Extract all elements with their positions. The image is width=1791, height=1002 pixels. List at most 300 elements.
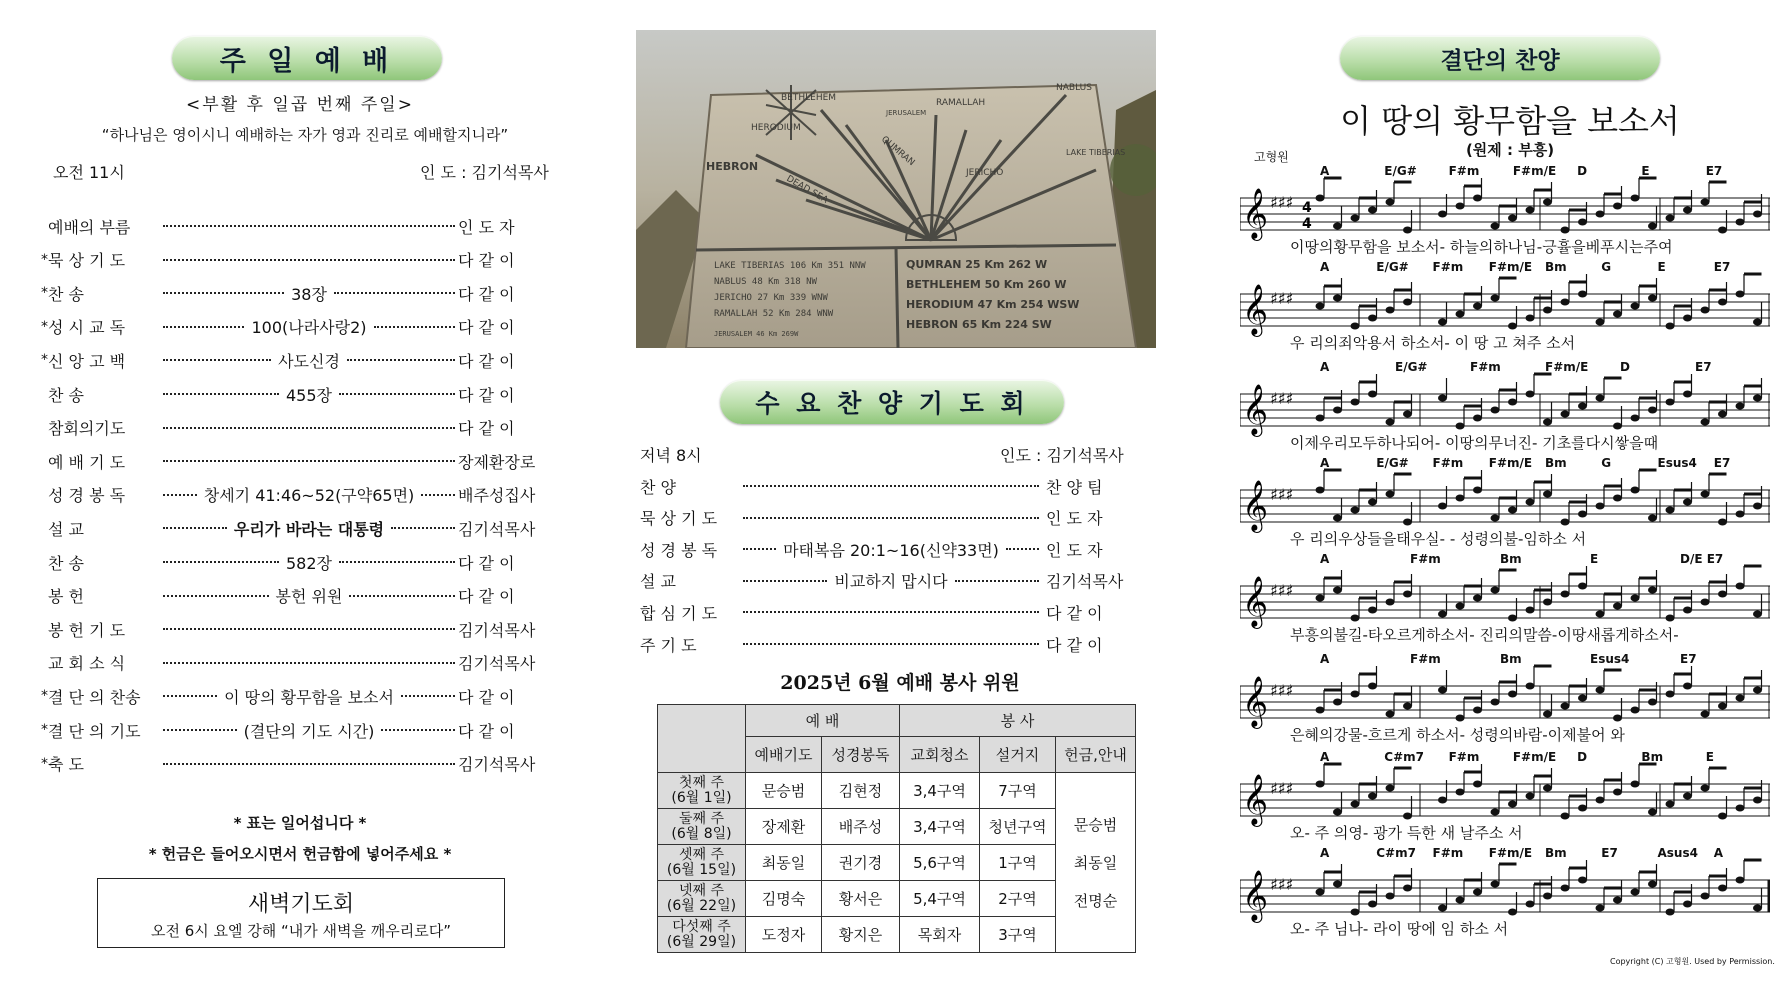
note-icon bbox=[1578, 291, 1587, 298]
worship-order-row bbox=[40, 416, 566, 440]
song-composer: 고형원 bbox=[1254, 150, 1289, 164]
note-icon bbox=[1386, 199, 1395, 206]
chord-label: F#m/E bbox=[1488, 846, 1533, 860]
dawn-prayer-box bbox=[97, 878, 505, 948]
chord-label: F#m bbox=[1448, 750, 1480, 764]
note-icon bbox=[1701, 491, 1710, 498]
chord-label: A bbox=[1320, 164, 1330, 178]
worship-order-row bbox=[40, 617, 566, 641]
note-icon bbox=[1403, 299, 1412, 306]
order-item-leader: 인 도 자 bbox=[1046, 509, 1103, 529]
week-label: 넷째 주 bbox=[678, 882, 725, 899]
note-icon bbox=[1648, 881, 1657, 888]
chord-label: Esus4 bbox=[1590, 652, 1630, 666]
note-icon bbox=[1368, 901, 1377, 908]
chord-label: D bbox=[1620, 360, 1630, 374]
label-jericho: JERICHO bbox=[966, 168, 1004, 178]
note-icon bbox=[1666, 801, 1675, 808]
stand-mark: * bbox=[41, 688, 48, 705]
note-icon bbox=[1333, 407, 1342, 414]
order-item-leader: 다 같 이 bbox=[458, 251, 515, 271]
order-item-leader: 인 도 자 bbox=[1046, 540, 1103, 560]
chord-label: A bbox=[1320, 552, 1330, 566]
note-icon bbox=[1561, 591, 1570, 598]
order-item-detail bbox=[160, 483, 458, 506]
order-item-name: 주 기 도 bbox=[640, 635, 697, 655]
note-icon bbox=[1648, 587, 1657, 594]
service-table bbox=[657, 704, 1136, 953]
note-icon bbox=[1718, 885, 1727, 892]
note-icon bbox=[1351, 909, 1360, 916]
note-icon bbox=[1613, 715, 1622, 722]
order-item-leader: 다 같 이 bbox=[458, 351, 515, 371]
table-cell: 권기경 bbox=[822, 845, 900, 881]
note-icon bbox=[1508, 801, 1517, 808]
worship-order-row bbox=[40, 584, 566, 608]
note-icon bbox=[1403, 703, 1412, 710]
note-icon bbox=[1456, 603, 1465, 610]
sunday-worship-section bbox=[0, 0, 600, 1002]
chord-label: E/G# bbox=[1395, 360, 1428, 374]
worship-order-row bbox=[40, 248, 566, 272]
col-header: 성경봉독 bbox=[822, 737, 900, 773]
order-item-name: 성 경 봉 독 bbox=[48, 486, 126, 506]
note-icon bbox=[1438, 211, 1447, 218]
wednesday-order-row bbox=[640, 537, 1154, 561]
treble-clef-icon: 𝄞 bbox=[1242, 870, 1269, 921]
lyric-line: 이제우리모두하나되어- 이땅의무너진- 기초를다시쌓을때 bbox=[1290, 434, 1659, 452]
order-item-detail bbox=[160, 685, 458, 708]
order-item-detail bbox=[740, 611, 1042, 613]
note-icon bbox=[1736, 805, 1745, 812]
note-icon bbox=[1648, 699, 1657, 706]
order-item-leader: 김기석목사 bbox=[458, 519, 536, 539]
note-icon bbox=[1368, 391, 1377, 398]
chord-label: Bm bbox=[1545, 456, 1567, 470]
note-icon bbox=[1456, 311, 1465, 318]
order-item-leader: 김기석목사 bbox=[458, 654, 536, 674]
chord-label: G bbox=[1601, 260, 1612, 274]
col-header: 설거지 bbox=[980, 737, 1056, 773]
stand-mark: * bbox=[41, 318, 48, 335]
worship-order-row bbox=[40, 718, 566, 742]
note-icon bbox=[1438, 395, 1447, 402]
note-icon bbox=[1438, 905, 1447, 912]
note-icon bbox=[1473, 487, 1482, 494]
mount-nebo-photo bbox=[636, 30, 1156, 348]
table-cell: 황서은 bbox=[822, 881, 900, 917]
note-icon bbox=[1666, 507, 1675, 514]
note-icon bbox=[1368, 207, 1377, 214]
treble-clef-icon: 𝄞 bbox=[1242, 188, 1269, 239]
chord-label: A bbox=[1320, 652, 1330, 666]
note-icon bbox=[1701, 599, 1710, 606]
chord-label: F#m/E bbox=[1512, 164, 1557, 178]
note-icon bbox=[1631, 889, 1640, 896]
worship-order-row bbox=[40, 651, 566, 675]
worship-order-row bbox=[40, 516, 566, 540]
chord-label: E bbox=[1641, 164, 1650, 178]
note-icon bbox=[1456, 897, 1465, 904]
staff-line bbox=[1240, 456, 1770, 548]
note-icon bbox=[1596, 611, 1605, 618]
note-icon bbox=[1596, 797, 1605, 804]
order-item-name: 묵 상 기 도 bbox=[640, 509, 718, 529]
order-item-detail bbox=[160, 225, 458, 227]
order-item-mid: 사도신경 bbox=[278, 351, 340, 371]
note-icon bbox=[1561, 227, 1570, 234]
wednesday-order-row bbox=[640, 506, 1154, 530]
note-icon bbox=[1578, 877, 1587, 884]
key-sharps-icon: ♯♯♯ bbox=[1270, 779, 1294, 798]
note-icon bbox=[1543, 307, 1552, 314]
note-icon bbox=[1438, 611, 1447, 618]
week-date: (6월 29일) bbox=[666, 933, 737, 950]
note-icon bbox=[1386, 307, 1395, 314]
order-item-detail bbox=[160, 517, 458, 540]
note-icon bbox=[1456, 789, 1465, 796]
note-icon bbox=[1526, 901, 1535, 908]
staff-line bbox=[1240, 846, 1770, 938]
note-icon bbox=[1368, 315, 1377, 322]
chord-row bbox=[1240, 846, 1770, 862]
table-cell: 김명숙 bbox=[746, 881, 822, 917]
note-icon bbox=[1333, 587, 1342, 594]
chord-label: E bbox=[1657, 260, 1666, 274]
chord-label: A bbox=[1320, 456, 1330, 470]
order-item-detail bbox=[740, 485, 1042, 487]
table-row bbox=[658, 773, 1136, 809]
note-icon bbox=[1543, 199, 1552, 206]
worship-leader: 인 도 : 김기석목사 bbox=[420, 163, 549, 182]
order-item-leader: 다 같 이 bbox=[458, 318, 515, 338]
note-icon bbox=[1631, 303, 1640, 310]
chord-row bbox=[1240, 750, 1770, 766]
lyric-line: 오- 주 의영- 광가 득한 새 날주소 서 bbox=[1290, 824, 1523, 842]
chord-row bbox=[1240, 260, 1770, 276]
week-cell bbox=[658, 917, 746, 953]
note-icon bbox=[1631, 487, 1640, 494]
chord-label: A bbox=[1320, 260, 1330, 274]
chord-label: F#m bbox=[1432, 260, 1464, 274]
wednesday-order-row bbox=[640, 569, 1154, 593]
label-tiberias: LAKE TIBERIAS bbox=[1066, 148, 1126, 157]
stand-mark: * bbox=[41, 285, 48, 302]
order-item-detail bbox=[160, 315, 458, 338]
note-icon bbox=[1456, 203, 1465, 210]
note-icon bbox=[1753, 687, 1762, 694]
note-icon bbox=[1613, 897, 1622, 904]
worship-verse: “하나님은 영이시니 예배하는 자가 영과 진리로 예배할지니라” bbox=[101, 126, 509, 144]
order-item-leader: 다 같 이 bbox=[458, 553, 515, 573]
order-item-mid: 우리가 바라는 대통령 bbox=[233, 519, 385, 539]
order-item-detail bbox=[160, 584, 458, 607]
note-icon bbox=[1736, 695, 1745, 702]
table-cell: 김현정 bbox=[822, 773, 900, 809]
note-icon bbox=[1491, 515, 1500, 522]
chord-label: E/G# bbox=[1384, 164, 1417, 178]
order-item-leader: 김기석목사 bbox=[458, 620, 536, 640]
note-icon bbox=[1718, 591, 1727, 598]
note-icon bbox=[1491, 809, 1500, 816]
chord-label: F#m bbox=[1410, 552, 1441, 566]
note-icon bbox=[1473, 303, 1482, 310]
note-icon bbox=[1491, 223, 1500, 230]
note-icon bbox=[1333, 881, 1342, 888]
worship-order-row bbox=[40, 348, 566, 372]
offering-name: 최동일 bbox=[1073, 853, 1118, 872]
label-deadsea: DEAD SEA bbox=[784, 173, 830, 206]
note-icon bbox=[1508, 399, 1517, 406]
note-icon bbox=[1666, 399, 1675, 406]
chord-label: C#m7 bbox=[1376, 846, 1416, 860]
note-icon bbox=[1351, 801, 1360, 808]
table-cell: 장제환 bbox=[746, 809, 822, 845]
note-icon bbox=[1666, 909, 1675, 916]
note-icon bbox=[1368, 499, 1377, 506]
note-icon bbox=[1736, 291, 1745, 298]
order-item-detail bbox=[160, 662, 458, 664]
note-icon bbox=[1578, 805, 1587, 812]
week-cell bbox=[658, 809, 746, 845]
order-item-leader: 장제환장로 bbox=[458, 452, 536, 472]
note-icon bbox=[1473, 195, 1482, 202]
note-icon bbox=[1753, 211, 1762, 218]
standing-note: * 표는 일어섭니다 * bbox=[233, 814, 367, 832]
chord-label: Bm bbox=[1500, 552, 1522, 566]
worship-order-row bbox=[40, 550, 566, 574]
note-icon bbox=[1508, 323, 1517, 330]
note-icon bbox=[1736, 583, 1745, 590]
group-service: 봉 사 bbox=[900, 705, 1136, 737]
chord-row bbox=[1240, 164, 1770, 180]
note-icon bbox=[1438, 687, 1447, 694]
order-item-leader: 배주성집사 bbox=[458, 486, 536, 506]
order-item-detail bbox=[160, 628, 458, 630]
time-signature: 4 bbox=[1302, 216, 1312, 232]
note-icon bbox=[1543, 711, 1552, 718]
table-cell: 1구역 bbox=[980, 845, 1056, 881]
dist-left-0: LAKE TIBERIAS 106 Km 351 NNW bbox=[714, 261, 866, 271]
note-icon bbox=[1666, 615, 1675, 622]
note-icon bbox=[1701, 711, 1710, 718]
week-date: (6월 8일) bbox=[671, 825, 732, 842]
lyric-line: 오- 주 님나- 라이 땅에 임 하소 서 bbox=[1290, 920, 1509, 938]
chord-row bbox=[1240, 456, 1770, 472]
chord-label: E bbox=[1705, 750, 1714, 764]
order-item-mid: 455장 bbox=[286, 385, 332, 405]
note-icon bbox=[1596, 395, 1605, 402]
note-icon bbox=[1473, 707, 1482, 714]
col-header: 헌금,안내 bbox=[1056, 737, 1136, 773]
note-icon bbox=[1753, 319, 1762, 326]
note-icon bbox=[1718, 227, 1727, 234]
dist-left-2: JERICHO 27 Km 339 WNW bbox=[714, 293, 828, 303]
note-icon bbox=[1683, 499, 1692, 506]
key-sharps-icon: ♯♯♯ bbox=[1270, 485, 1294, 504]
key-sharps-icon: ♯♯♯ bbox=[1270, 681, 1294, 700]
order-item-leader: 김기석목사 bbox=[458, 755, 536, 775]
note-icon bbox=[1578, 583, 1587, 590]
wednesday-order-row bbox=[640, 600, 1154, 624]
song-title: 이 땅의 황무함을 보소서 bbox=[1340, 102, 1680, 140]
note-icon bbox=[1438, 503, 1447, 510]
note-icon bbox=[1403, 519, 1412, 526]
note-icon bbox=[1718, 519, 1727, 526]
chord-label: F#m bbox=[1432, 456, 1464, 470]
note-icon bbox=[1368, 607, 1377, 614]
offering-note: * 헌금은 들어오시면서 헌금함에 넣어주세요 * bbox=[148, 845, 452, 863]
note-icon bbox=[1386, 785, 1395, 792]
note-icon bbox=[1753, 905, 1762, 912]
table-cell: 배주성 bbox=[822, 809, 900, 845]
chord-label: F#m bbox=[1410, 652, 1441, 666]
order-item-detail bbox=[740, 517, 1042, 519]
chord-label: A bbox=[1320, 360, 1330, 374]
photo-illustration bbox=[636, 30, 1156, 348]
table-cell: 최동일 bbox=[746, 845, 822, 881]
note-icon bbox=[1491, 407, 1500, 414]
chord-row bbox=[1240, 652, 1770, 668]
offering-name: 전명순 bbox=[1073, 891, 1118, 910]
order-item-name: 신 앙 고 백 bbox=[48, 351, 126, 371]
note-icon bbox=[1683, 207, 1692, 214]
chord-label: D bbox=[1577, 164, 1588, 178]
note-icon bbox=[1648, 809, 1657, 816]
chord-label: E7 bbox=[1695, 360, 1712, 374]
table-cell: 5,4구역 bbox=[900, 881, 980, 917]
order-item-detail bbox=[740, 643, 1042, 645]
note-icon bbox=[1316, 415, 1325, 422]
week-label: 셋째 주 bbox=[678, 846, 725, 863]
note-icon bbox=[1351, 691, 1360, 698]
note-icon bbox=[1316, 195, 1325, 202]
note-icon bbox=[1508, 507, 1517, 514]
note-icon bbox=[1351, 215, 1360, 222]
song-copyright: Copyright (C) 고형원. Used by Permission. bbox=[1610, 957, 1775, 966]
week-cell bbox=[658, 881, 746, 917]
note-icon bbox=[1351, 399, 1360, 406]
order-item-name: 축 도 bbox=[48, 755, 84, 775]
note-icon bbox=[1386, 599, 1395, 606]
song-section bbox=[1230, 0, 1791, 1002]
note-icon bbox=[1736, 219, 1745, 226]
note-icon bbox=[1561, 813, 1570, 820]
order-item-mid: 100(나라사랑2) bbox=[251, 318, 367, 338]
order-item-name: 묵 상 기 도 bbox=[48, 251, 126, 271]
order-item-detail bbox=[160, 259, 458, 261]
order-item-detail bbox=[740, 569, 1042, 592]
note-icon bbox=[1333, 699, 1342, 706]
chord-label: F#m/E bbox=[1488, 456, 1533, 470]
note-icon bbox=[1403, 591, 1412, 598]
treble-clef-icon: 𝄞 bbox=[1242, 676, 1269, 727]
order-item-leader: 다 같 이 bbox=[458, 419, 515, 439]
stand-mark: * bbox=[41, 352, 48, 369]
note-icon bbox=[1543, 419, 1552, 426]
note-icon bbox=[1526, 315, 1535, 322]
chord-label: Bm bbox=[1545, 260, 1567, 274]
note-icon bbox=[1473, 889, 1482, 896]
note-icon bbox=[1333, 223, 1342, 230]
order-item-leader: 다 같 이 bbox=[1046, 603, 1103, 623]
note-icon bbox=[1596, 503, 1605, 510]
order-item-name: 성 경 봉 독 bbox=[640, 540, 718, 560]
key-sharps-icon: ♯♯♯ bbox=[1270, 389, 1294, 408]
staff-line bbox=[1240, 164, 1770, 256]
table-cell: 2구역 bbox=[980, 881, 1056, 917]
order-item-detail bbox=[160, 719, 458, 742]
note-icon bbox=[1473, 781, 1482, 788]
note-icon bbox=[1333, 809, 1342, 816]
order-item-detail bbox=[160, 763, 458, 765]
order-item-detail bbox=[160, 349, 458, 372]
treble-clef-icon: 𝄞 bbox=[1242, 774, 1269, 825]
note-icon bbox=[1613, 203, 1622, 210]
note-icon bbox=[1736, 877, 1745, 884]
note-icon bbox=[1403, 411, 1412, 418]
note-icon bbox=[1491, 881, 1500, 888]
treble-clef-icon: 𝄞 bbox=[1242, 576, 1269, 627]
note-icon bbox=[1386, 711, 1395, 718]
chord-label: E7 bbox=[1601, 846, 1618, 860]
wednesday-leader: 인도 : 김기석목사 bbox=[1000, 446, 1124, 465]
chord-label: F#m bbox=[1470, 360, 1501, 374]
sunday-worship-title: 주 일 예 배 bbox=[172, 36, 442, 80]
note-icon bbox=[1386, 893, 1395, 900]
note-icon bbox=[1648, 407, 1657, 414]
note-icon bbox=[1666, 323, 1675, 330]
label-ramallah: RAMALLAH bbox=[936, 98, 986, 108]
order-item-detail bbox=[160, 460, 458, 462]
lyric-line: 부흥의불길-타오르게하소서- 진리의말씀-이땅새롭게하소서- bbox=[1290, 626, 1679, 644]
note-icon bbox=[1316, 889, 1325, 896]
staff-line bbox=[1240, 260, 1770, 352]
note-icon bbox=[1718, 411, 1727, 418]
week-label: 둘째 주 bbox=[678, 810, 725, 827]
worship-order-row bbox=[40, 449, 566, 473]
note-icon bbox=[1666, 691, 1675, 698]
order-item-leader: 김기석목사 bbox=[1046, 572, 1124, 592]
order-item-name: 교 회 소 식 bbox=[48, 654, 126, 674]
note-icon bbox=[1683, 315, 1692, 322]
table-corner bbox=[658, 705, 746, 773]
chord-label: F#m/E bbox=[1512, 750, 1557, 764]
order-item-name: 봉 헌 bbox=[48, 587, 84, 607]
order-item-leader: 다 같 이 bbox=[458, 721, 515, 741]
chord-label: Bm bbox=[1500, 652, 1522, 666]
song-header: 결단의 찬양 bbox=[1340, 36, 1660, 80]
middle-section bbox=[620, 0, 1180, 1002]
note-icon bbox=[1526, 607, 1535, 614]
group-worship: 예 배 bbox=[746, 705, 900, 737]
note-icon bbox=[1736, 403, 1745, 410]
note-icon bbox=[1753, 797, 1762, 804]
offering-name: 문승범 bbox=[1073, 815, 1118, 834]
chord-label: Asus4 bbox=[1657, 846, 1698, 860]
chord-label: A bbox=[1320, 750, 1330, 764]
song-original-title: (원제 : 부흥) bbox=[1465, 141, 1555, 159]
dist-right-3: HEBRON 65 Km 224 SW bbox=[906, 318, 1052, 331]
note-icon bbox=[1578, 511, 1587, 518]
order-item-name: 찬 송 bbox=[48, 284, 84, 304]
worship-time: 오전 11시 bbox=[53, 163, 125, 182]
key-sharps-icon: ♯♯♯ bbox=[1270, 875, 1294, 894]
order-item-mid: 마태복음 20:1~16(신약33면) bbox=[783, 540, 999, 560]
week-date: (6월 15일) bbox=[666, 861, 737, 878]
note-icon bbox=[1561, 885, 1570, 892]
stand-mark: * bbox=[41, 251, 48, 268]
